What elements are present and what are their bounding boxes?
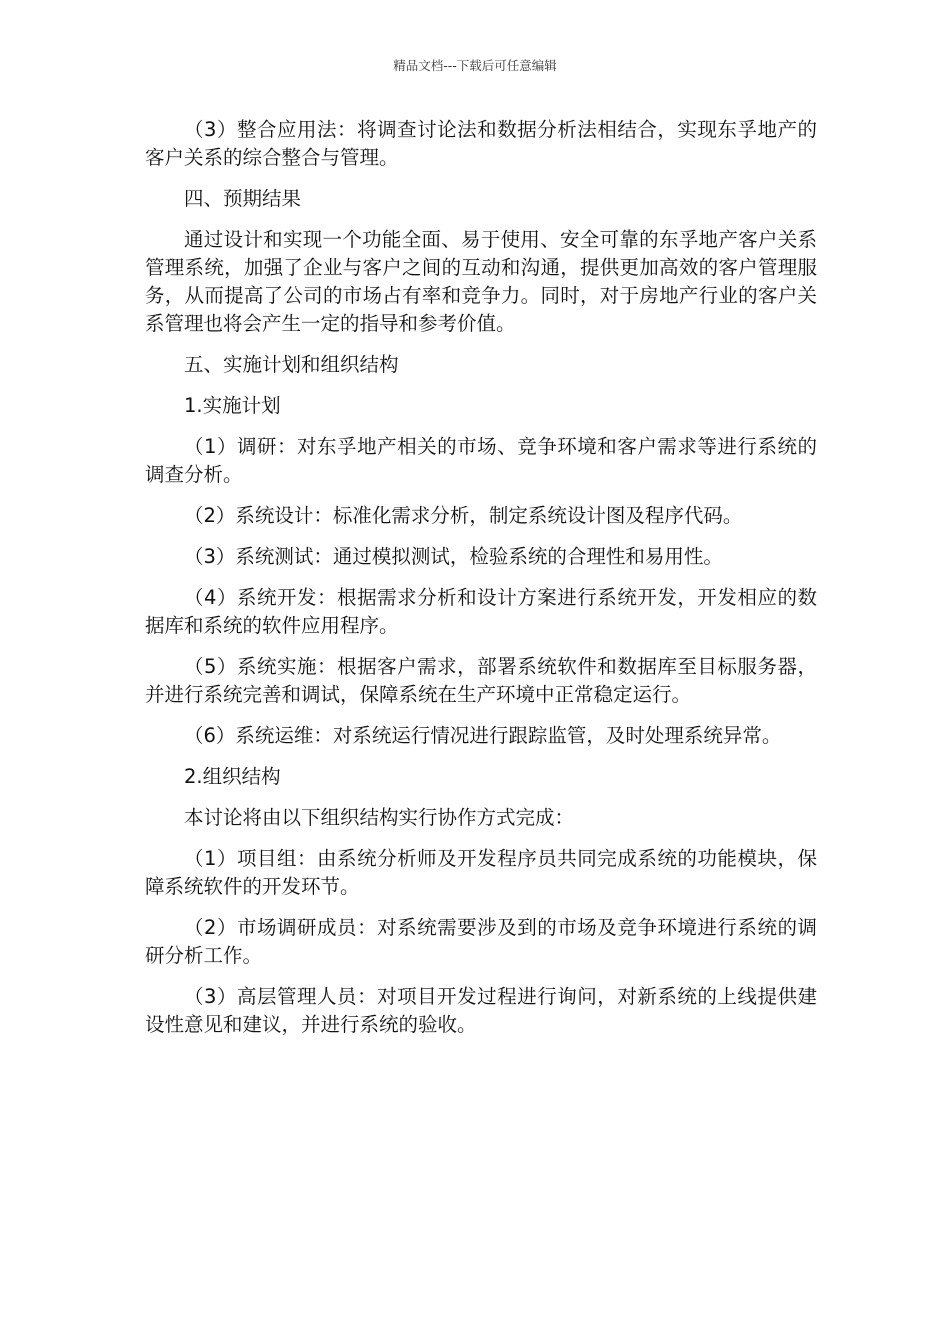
list-item-senior-management: （3）高层管理人员：对项目开发过程进行询问，对新系统的上线提供建设性意见和建议，并进行系统的验收。 bbox=[145, 985, 817, 1036]
list-item-research: （1）调研：对东孚地产相关的市场、竞争环境和客户需求等进行系统的调查分析。 bbox=[145, 435, 817, 486]
paragraph-expected-results: 通过设计和实现一个功能全面、易于使用、安全可靠的东孚地产客户关系管理系统，加强了企业与客户之间的互动和沟通，提供更加高效的客户管理服务，从而提高了公司的市场占有率和竞争力。同时，对于房地产行业的客户关系管理也将会产生一定的指导和参考价值。 bbox=[145, 228, 817, 335]
list-item-project-team: （1）项目组：由系统分析师及开发程序员共同完成系统的功能模块，保障系统软件的开发环节。 bbox=[145, 847, 817, 898]
list-item-market-research: （2）市场调研成员：对系统需要涉及到的市场及竞争环境进行系统的调研分析工作。 bbox=[145, 916, 817, 967]
list-item-system-operations: （6）系统运维：对系统运行情况进行跟踪监管，及时处理系统异常。 bbox=[184, 724, 782, 747]
list-item-system-deployment: （5）系统实施：根据客户需求，部署系统软件和数据库至目标服务器，并进行系统完善和调试，保障系统在生产环境中正常稳定运行。 bbox=[145, 655, 817, 706]
list-item-system-development: （4）系统开发：根据需求分析和设计方案进行系统开发，开发相应的数据库和系统的软件应用程序。 bbox=[145, 586, 817, 637]
document-body bbox=[145, 116, 817, 1052]
paragraph-organization-intro: 本讨论将由以下组织结构实行协作方式完成： bbox=[184, 806, 575, 829]
list-item-system-testing: （3）系统测试：通过模拟测试，检验系统的合理性和易用性。 bbox=[184, 545, 723, 568]
paragraph-integration-method: （3）整合应用法：将调查讨论法和数据分析法相结合，实现东孚地产的客户关系的综合整合与管理。 bbox=[145, 118, 817, 169]
subheading-implementation-plan: 1.实施计划 bbox=[184, 394, 281, 417]
section-heading-implementation: 五、实施计划和组织结构 bbox=[184, 353, 399, 376]
section-heading-expected-results: 四、预期结果 bbox=[184, 187, 302, 210]
list-item-system-design: （2）系统设计：标准化需求分析，制定系统设计图及程序代码。 bbox=[184, 504, 743, 527]
subheading-organization: 2.组织结构 bbox=[184, 765, 281, 788]
page-header: 精品文档---下载后可任意编辑 bbox=[393, 58, 557, 73]
